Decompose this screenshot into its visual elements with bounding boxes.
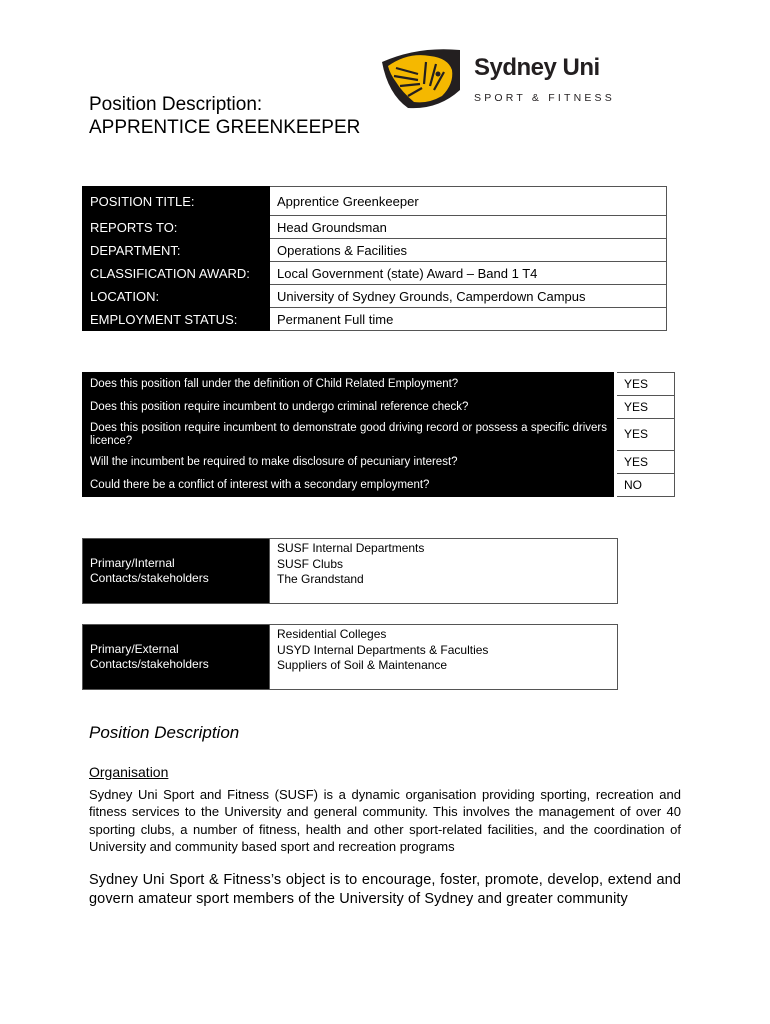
external-contacts-label: [83, 625, 270, 690]
table-row: [83, 187, 667, 216]
list-item: SUSF Clubs: [277, 556, 344, 571]
position-details-table: [82, 186, 667, 331]
organisation-paragraph: Sydney Uni Sport and Fitness (SUSF) is a dynamic organisation providing sporting, recreation and fitness services to the University and general community. This involves the management of over 40 sporting clubs, a number of fitness, health and other sport-related facilities, and the coordination of University and community based sport and recreation programs: [89, 787, 681, 854]
row-label: DEPARTMENT:: [83, 239, 270, 262]
row-label: POSITION TITLE:: [83, 187, 270, 216]
row-value: Operations & Facilities: [270, 239, 667, 262]
external-contacts-table: [82, 624, 618, 690]
label-line: Primary/External: [90, 641, 179, 656]
internal-contacts-list: [270, 539, 618, 604]
internal-contacts-label: [83, 539, 270, 604]
table-row: [83, 373, 675, 396]
table-row: [83, 419, 675, 451]
susf-logo: [378, 44, 628, 114]
object-paragraph: Sydney Uni Sport & Fitness’s object is to encourage, foster, promote, develop, extend and govern amateur sport members of the University of Sydney and greater community: [89, 872, 681, 907]
label-line: Contacts/stakeholders: [90, 657, 209, 671]
question: Does this position require incumbent to undergo criminal reference check?: [83, 396, 616, 419]
title-line-2: APPRENTICE GREENKEEPER: [89, 117, 361, 138]
question: Does this position require incumbent to demonstrate good driving record or possess a specific drivers licence?: [83, 419, 616, 451]
label-line: Primary/Internal: [90, 555, 175, 570]
answer: YES: [616, 396, 675, 419]
row-label: CLASSIFICATION AWARD:: [83, 262, 270, 285]
brand-name: Sydney Uni: [474, 54, 600, 81]
table-row: [83, 625, 618, 690]
external-contacts-list: [270, 625, 618, 690]
table-row: [83, 396, 675, 419]
table-row: [83, 308, 667, 331]
table-row: [83, 474, 675, 497]
list-item: Residential Colleges: [277, 627, 387, 641]
question: Will the incumbent be required to make disclosure of pecuniary interest?: [83, 451, 616, 474]
row-value: Permanent Full time: [270, 308, 667, 331]
row-label: LOCATION:: [83, 285, 270, 308]
table-row: [83, 216, 667, 239]
answer: YES: [616, 451, 675, 474]
page-title: [89, 93, 360, 139]
row-value: University of Sydney Grounds, Camperdown Campus: [270, 285, 667, 308]
list-item: SUSF Internal Departments: [277, 541, 425, 555]
list-item: The Grandstand: [277, 572, 364, 586]
table-row: [83, 262, 667, 285]
brand-subtitle: SPORT & FITNESS: [474, 92, 615, 104]
row-label: REPORTS TO:: [83, 216, 270, 239]
screening-questions-table: [82, 372, 675, 497]
row-value: Apprentice Greenkeeper: [270, 187, 667, 216]
list-item: USYD Internal Departments & Faculties: [277, 642, 489, 657]
section-heading: Position Description: [89, 723, 240, 742]
table-row: [83, 451, 675, 474]
table-row: [83, 239, 667, 262]
question: Could there be a conflict of interest with a secondary employment?: [83, 474, 616, 497]
answer: YES: [616, 419, 675, 451]
row-value: Head Groundsman: [270, 216, 667, 239]
answer: NO: [616, 474, 675, 497]
label-line: Contacts/stakeholders: [90, 571, 209, 585]
row-label: EMPLOYMENT STATUS:: [83, 308, 270, 331]
lion-shield-icon: [378, 44, 468, 114]
table-row: [83, 539, 618, 604]
row-value: Local Government (state) Award – Band 1 T4: [270, 262, 667, 285]
question: Does this position fall under the definition of Child Related Employment?: [83, 373, 616, 396]
title-line-1: Position Description:: [89, 94, 263, 115]
internal-contacts-table: [82, 538, 618, 604]
answer: YES: [616, 373, 675, 396]
list-item: Suppliers of Soil & Maintenance: [277, 658, 448, 672]
organisation-heading: Organisation: [89, 764, 169, 780]
table-row: [83, 285, 667, 308]
